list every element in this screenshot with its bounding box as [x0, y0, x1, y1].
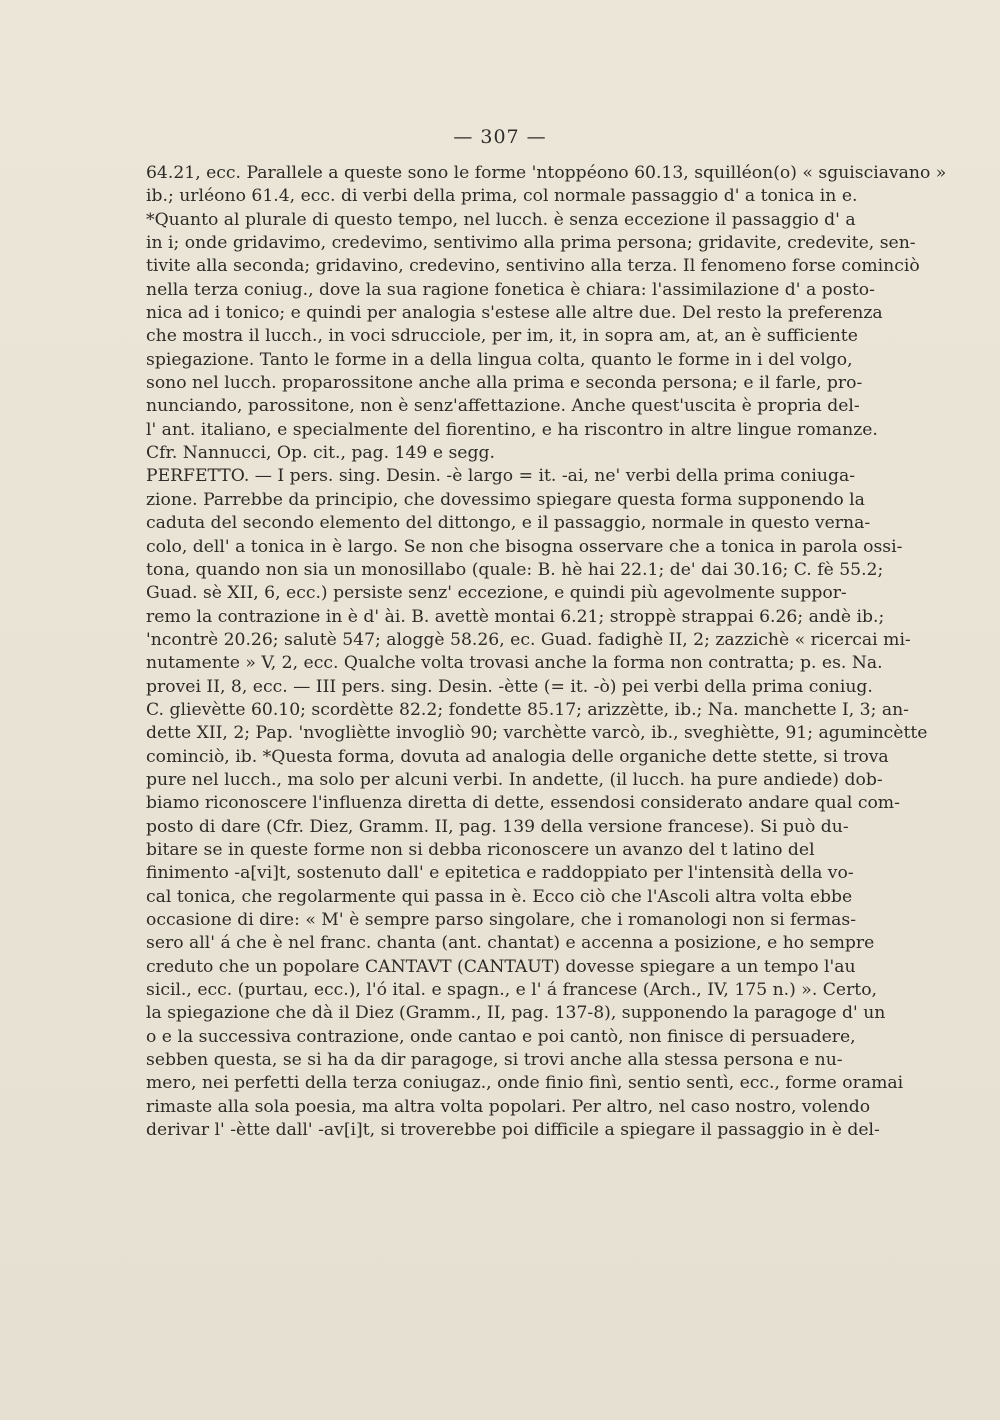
text-line: derivar l' -ètte dall' -av[i]t, si troverebbe poi difficile a spiegare il passaggio in è del- [146, 1120, 880, 1141]
text-line: cal tonica, che regolarmente qui passa in è. Ecco ciò che l'Ascoli altra volta ebbe [146, 886, 853, 907]
text-line: l' ant. italiano, e specialmente del fiorentino, e ha riscontro in altre lingue romanze. [146, 419, 878, 440]
body-text [146, 162, 947, 1142]
text-line: remo la contrazione in è d' ài. B. avettè montai 6.21; stroppè strappai 6.26; andè ib.; [146, 606, 885, 627]
text-line: sebben questa, se si ha da dir paragoge, si trovi anche alla stessa persona e nu- [146, 1050, 843, 1071]
text-line: ib.; urléono 61.4, ecc. di verbi della prima, col normale passaggio d' a tonica in e. [146, 186, 858, 207]
text-line: creduto che un popolare CANTAVT (CANTAUT) dovesse spiegare a un tempo l'au [146, 956, 856, 977]
text-line: colo, dell' a tonica in è largo. Se non che bisogna osservare che a tonica in parola ossi- [146, 536, 903, 557]
text-line: sono nel lucch. proparossitone anche alla prima e seconda persona; e il farle, pro- [146, 373, 863, 394]
text-line: posto di dare (Cfr. Diez, Gramm. II, pag. 139 della versione francese). Si può du- [146, 816, 849, 837]
text-line: mero, nei perfetti della terza coniugaz., onde finio finì, sentio sentì, ecc., forme oramai [146, 1073, 904, 1094]
text-line: finimento -a[vi]t, sostenuto dall' e epitetica e raddoppiato per l'intensità della vo- [146, 863, 854, 884]
text-line: C. glievètte 60.10; scordètte 82.2; fondette 85.17; arizzètte, ib.; Na. manchette I, 3; an- [146, 699, 909, 720]
text-line: che mostra il lucch., in voci sdrucciole, per im, it, in sopra am, at, an è sufficiente [146, 326, 858, 347]
text-line: *Quanto al plurale di questo tempo, nel lucch. è senza eccezione il passaggio d' a [146, 209, 856, 230]
text-line: 'ncontrè 20.26; salutè 547; aloggè 58.26, ec. Guad. fadighè II, 2; zazzichè « ricercai mi- [146, 629, 911, 650]
text-line: tivite alla seconda; gridavino, credevino, sentivino alla terza. Il fenomeno forse cominciò [146, 256, 920, 277]
text-line: caduta del secondo elemento del dittongo, e il passaggio, normale in questo verna- [146, 513, 871, 534]
text-line: zione. Parrebbe da principio, che dovessimo spiegare questa forma supponendo la [146, 489, 865, 510]
text-line: nella terza coniug., dove la sua ragione fonetica è chiara: l'assimilazione d' a posto- [146, 279, 875, 300]
text-line: pure nel lucch., ma solo per alcuni verbi. In andette, (il lucch. ha pure andiede) dob- [146, 769, 883, 790]
text-line: nutamente » V, 2, ecc. Qualche volta trovasi anche la forma non contratta; p. es. Na. [146, 653, 883, 674]
text-line: rimaste alla sola poesia, ma altra volta popolari. Per altro, nel caso nostro, volendo [146, 1096, 871, 1117]
text-line: tona, quando non sia un monosillabo (quale: B. hè hai 22.1; de' dai 30.16; C. fè 55.2; [146, 559, 884, 580]
text-line: dette XII, 2; Pap. 'nvogliètte invogliò 90; varchètte varcò, ib., sveghiètte, 91; agumincètte [146, 723, 928, 744]
text-line: Cfr. Nannucci, Op. cit., pag. 149 e segg. [146, 443, 495, 464]
text-line: sero all' á che è nel franc. chanta (ant. chantat) e accenna a posizione, e ho sempre [146, 933, 875, 954]
text-line: 64.21, ecc. Parallele a queste sono le forme 'ntoppéono 60.13, squilléon(o) « sguisciavano » [146, 163, 947, 183]
text-line: nica ad i tonico; e quindi per analogia s'estese alle altre due. Del resto la preferenza [146, 303, 883, 324]
text-line: occasione di dire: « M' è sempre parso singolare, che i romanologi non si fermas- [146, 910, 857, 930]
text-line: spiegazione. Tanto le forme in a della lingua colta, quanto le forme in i del volgo, [146, 349, 853, 370]
text-line: PERFETTO. — I pers. sing. Desin. -è largo = it. -ai, ne' verbi della prima coniuga- [146, 466, 856, 487]
text-line: in i; onde gridavimo, credevimo, sentivimo alla prima persona; gridavite, credevite, sen- [146, 233, 916, 254]
text-line: biamo riconoscere l'influenza diretta di dette, essendosi considerato andare qual com- [146, 793, 900, 814]
text-line: sicil., ecc. (purtau, ecc.), l'ó ital. e spagn., e l' á francese (Arch., IV, 175 n.) ». Certo, [146, 980, 878, 1001]
text-line: o e la successiva contrazione, onde cantao e poi cantò, non finisce di persuadere, [146, 1026, 856, 1047]
text-line: cominciò, ib. *Questa forma, dovuta ad analogia delle organiche dette stette, si trova [146, 746, 889, 767]
text-line: nunciando, parossitone, non è senz'affettazione. Anche quest'uscita è propria del- [146, 396, 860, 417]
text-line: provei II, 8, ecc. — III pers. sing. Desin. -ètte (= it. -ò) pei verbi della prima coniug. [146, 676, 873, 697]
text-line: Guad. sè XII, 6, ecc.) persiste senz' eccezione, e quindi più agevolmente suppor- [146, 583, 847, 604]
page-number: — 307 — [453, 126, 547, 148]
text-line: bitare se in queste forme non si debba riconoscere un avanzo del t latino del [146, 839, 815, 860]
text-line: la spiegazione che dà il Diez (Gramm., II, pag. 137-8), supponendo la paragoge d' un [146, 1003, 886, 1024]
